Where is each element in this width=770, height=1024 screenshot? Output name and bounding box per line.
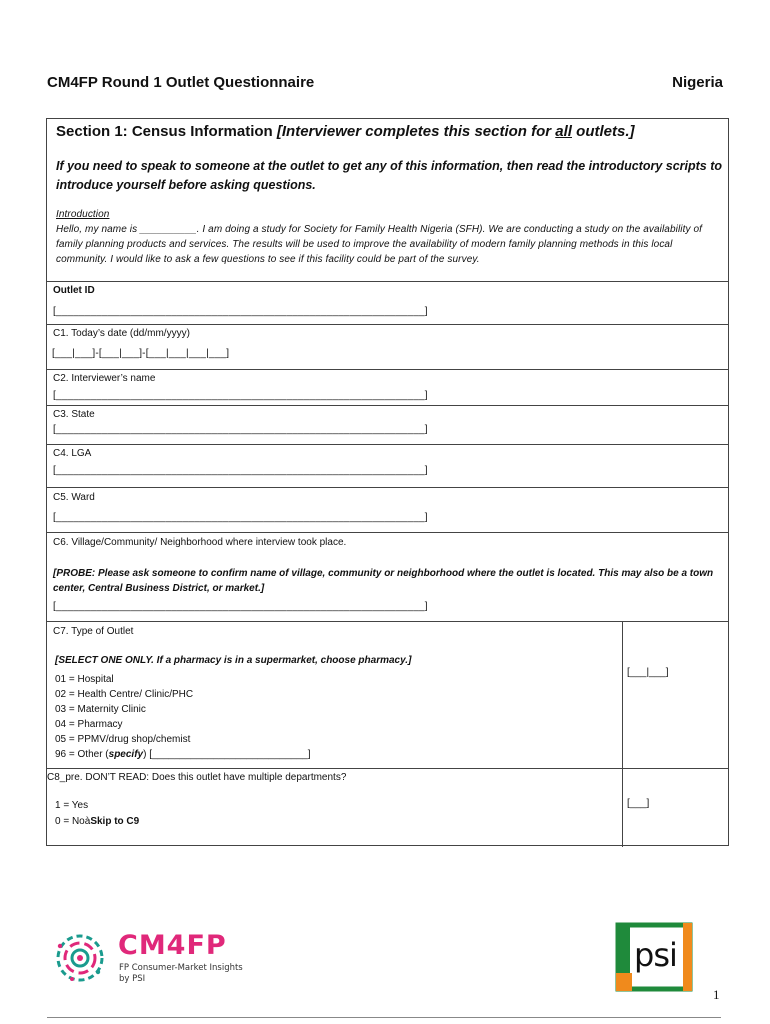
outlet-id-label: Outlet ID <box>53 285 95 296</box>
c6-label: C6. Village/Community/ Neighborhood where interview took place. <box>53 537 347 548</box>
c7-option-health-centre: 02 = Health Centre/ Clinic/PHC <box>55 689 194 700</box>
c8-option-yes: 1 = Yes <box>55 800 89 811</box>
c6-probe: [PROBE: Please ask someone to confirm name of village, community or neighborhood where the outlet is located. This may also be a town center, Central Business District, or market.] <box>53 568 714 594</box>
c2-label: C2. Interviewer’s name <box>53 373 156 384</box>
c7-option-ppmv: 05 = PPMV/drug shop/chemist <box>55 734 191 745</box>
introduction-heading: Introduction <box>56 209 110 220</box>
c8-column-divider <box>622 769 623 847</box>
c2-row <box>47 369 728 409</box>
c4-label: C4. LGA <box>53 448 92 459</box>
footer-divider <box>47 1017 721 1018</box>
c5-label: C5. Ward <box>53 492 95 503</box>
c7-label: C7. Type of Outlet <box>53 626 134 637</box>
introduction-block <box>56 207 726 267</box>
c2-field[interactable]: [________________________________________________________________] <box>53 390 428 401</box>
section-title-note-b: outlets.] <box>571 123 635 140</box>
c5-row <box>47 487 728 532</box>
section-title <box>56 123 634 140</box>
c8-code-field[interactable]: [___] <box>627 798 650 809</box>
outlet-id-field[interactable]: [________________________________________________________________] <box>53 306 428 317</box>
c7-column-divider <box>622 622 623 769</box>
c7-option-pharmacy: 04 = Pharmacy <box>55 719 123 730</box>
c6-field[interactable]: [________________________________________________________________] <box>53 601 428 612</box>
c7-row <box>47 621 728 768</box>
c8-option-no-label: 0 = Noà <box>55 816 91 827</box>
c7-other-prefix: 96 = Other ( <box>55 749 109 760</box>
census-section <box>46 118 729 846</box>
cm4fp-tagline: FP Consumer-Market Insights <box>119 963 243 973</box>
c7-option-other <box>55 747 311 762</box>
section-title-note-a: [Interviewer completes this section for <box>276 123 556 140</box>
page-number: 1 <box>713 987 720 1002</box>
psi-logo <box>614 921 698 993</box>
c3-label: C3. State <box>53 409 95 420</box>
c7-option-maternity: 03 = Maternity Clinic <box>55 704 146 715</box>
section-title-all: all <box>555 123 572 140</box>
cm4fp-wordmark: CM4FP <box>118 930 227 961</box>
c7-select-instruction: [SELECT ONE ONLY. If a pharmacy is in a supermarket, choose pharmacy.] <box>55 655 412 666</box>
c1-row <box>47 324 728 369</box>
section-title-note <box>277 123 635 140</box>
document-title: CM4FP Round 1 Outlet Questionnaire <box>47 74 315 91</box>
c7-other-specify: specify <box>108 749 144 760</box>
document-header <box>47 74 723 94</box>
cm4fp-tagline-byline: by PSI <box>119 974 146 984</box>
psi-wordmark: psi <box>634 936 677 974</box>
c1-date-field[interactable]: [___|___]-[___|___]-[___|___|___|___] <box>52 348 230 359</box>
c6-row <box>47 532 728 621</box>
c4-field[interactable]: [________________________________________________________________] <box>53 465 428 476</box>
section-instruction: If you need to speak to someone at the outlet to get any of this information, then read the introductory scripts to introduce yourself before asking questions. <box>56 159 723 192</box>
c7-other-field[interactable]: ) [____________________________] <box>143 749 311 760</box>
c3-field[interactable]: [________________________________________________________________] <box>53 424 428 435</box>
section-title-main: Section 1: Census Information <box>56 123 277 140</box>
c8-option-no <box>55 814 139 829</box>
c4-row <box>47 444 728 487</box>
c1-label: C1. Today’s date (dd/mm/yyyy) <box>53 328 190 339</box>
c7-option-hospital: 01 = Hospital <box>55 674 114 685</box>
c8-pre-row <box>47 768 728 846</box>
introduction-text: Hello, my name is __________. I am doing a study for Society for Family Health Nigeria (SFH). We are conducting a study on the availability of family planning products and services. The results will be used to improve the availability of modern family planning methods in this local community. I would like to ask a few questions to see if this facility could be part of the survey. <box>56 224 702 265</box>
document-country: Nigeria <box>672 74 723 91</box>
c3-row <box>47 405 728 445</box>
c8-skip-instruction: Skip to C9 <box>90 816 140 827</box>
c7-code-field[interactable]: [___|___] <box>627 667 669 678</box>
c8-pre-label: C8_pre. DON’T READ: Does this outlet have multiple departments? <box>47 772 347 783</box>
cm4fp-logo <box>52 926 282 992</box>
c5-field[interactable]: [________________________________________________________________] <box>53 512 428 523</box>
outlet-id-row <box>47 281 728 324</box>
